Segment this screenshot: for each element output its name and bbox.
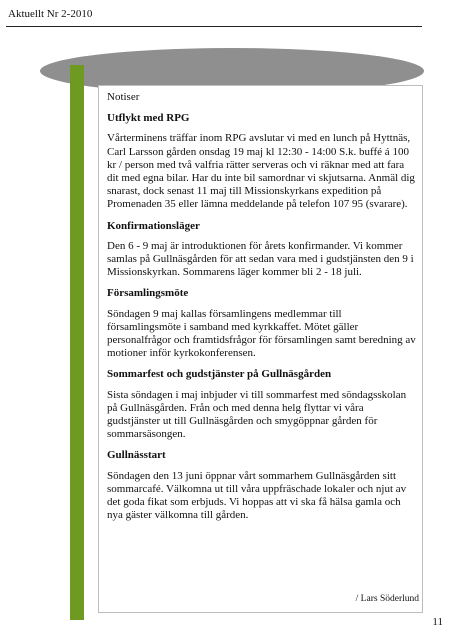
section-title-utflykt: Utflykt med RPG xyxy=(107,112,190,125)
section-title-konfirmationslager: Konfirmationsläger xyxy=(107,219,200,232)
section-body-konfirmationslager: Den 6 - 9 maj är introduktionen för årets konfirmander. Vi kommer samlas på Gullnäsgården för att sedan vara med i gudstjänsten den 9 i Missionskyrkan. Sommarens läger kommer bli 2 - 18 juli. xyxy=(107,239,414,279)
header-divider xyxy=(6,26,422,27)
article-signature: / Lars Söderlund xyxy=(355,594,419,604)
section-body-gullnasstart: Söndagen den 13 juni öppnar vårt sommarhem Gullnäsgården sitt sommarcafé. Välkomna ut till våra uppfräschade lokaler och njut av det goda fikat som erbjuds. Vi hoppas att vi ska få hälsa gamla och nya gäster välkomna till gården. xyxy=(107,469,407,522)
section-body-forsamlingsmote: Söndagen 9 maj kallas församlingens medlemmar till församlingsmöte i samband med kyrkkaffet. Mötet gäller personalfrågor och framtidsfrågor för församlingen samt beredning av motioner inför kyrkokonferensen. xyxy=(107,307,416,360)
decorative-green-bar xyxy=(70,65,84,620)
section-title-sommarfest: Sommarfest och gudstjänster på Gullnäsgården xyxy=(107,368,332,381)
section-body-utflykt: Vårterminens träffar inom RPG avslutar vi med en lunch på Hyttnäs, Carl Larsson gården onsdag 19 maj kl 12:30 - 14:00 S.k. buffé á 100 kr / person med två valfria rätter serveras och vi räknar med att fara dit med egna bilar. Har du inte bil samordnar vi skjutsarna. Anmäl dig snarast, dock senast 11 maj till Missionskyrkans expedition på Promenaden 35 eller lämna meddelande på telefon 107 95 (svarare). xyxy=(107,132,415,211)
section-body-sommarfest: Sista söndagen i maj inbjuder vi till sommarfest med söndagsskolan på Gullnäsgården. Från och med denna helg flyttar vi våra gudstjänster ut till Gullnäsgården och smygöppnar gården för sommarsäsongen. xyxy=(107,388,407,441)
section-title-gullnasstart: Gullnässtart xyxy=(107,449,166,462)
page-header-title: Aktuellt Nr 2-2010 xyxy=(8,8,93,20)
article-content xyxy=(107,91,417,530)
page-number: 11 xyxy=(432,616,443,628)
article-heading: Notiser xyxy=(107,91,140,103)
section-title-forsamlingsmote: Församlingsmöte xyxy=(107,287,189,300)
